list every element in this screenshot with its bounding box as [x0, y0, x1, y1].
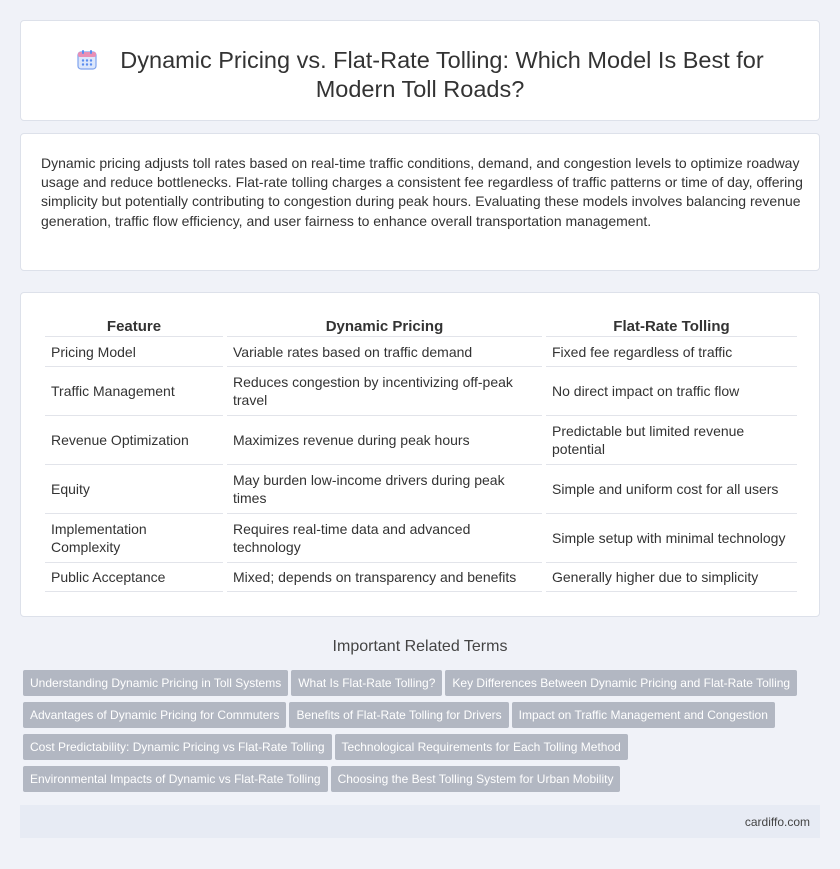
dynamic-pricing-cell: May burden low-income drivers during peak times [227, 465, 542, 514]
dynamic-pricing-cell: Maximizes revenue during peak hours [227, 416, 542, 465]
calendar-icon [76, 49, 98, 71]
table-row [45, 465, 797, 514]
flat-rate-cell: Generally higher due to simplicity [546, 563, 797, 592]
table-row [45, 514, 797, 563]
related-term-tag[interactable]: What Is Flat-Rate Tolling? [291, 670, 442, 696]
related-term-tag[interactable]: Impact on Traffic Management and Congestion [512, 702, 775, 728]
related-term-tag[interactable]: Environmental Impacts of Dynamic vs Flat-Rate Tolling [23, 766, 328, 792]
footer [20, 805, 820, 838]
flat-rate-cell: Fixed fee regardless of traffic [546, 337, 797, 367]
dynamic-pricing-cell: Mixed; depends on transparency and benefits [227, 563, 542, 592]
flat-rate-cell: Simple setup with minimal technology [546, 514, 797, 563]
related-term-tag[interactable]: Choosing the Best Tolling System for Urban Mobility [331, 766, 621, 792]
related-term-tag[interactable]: Advantages of Dynamic Pricing for Commuters [23, 702, 286, 728]
table-header-row [45, 317, 797, 337]
feature-cell: Pricing Model [45, 337, 223, 367]
table-row [45, 337, 797, 367]
column-header-feature: Feature [45, 317, 223, 337]
intro-paragraph: Dynamic pricing adjusts toll rates based on real-time traffic conditions, demand, and congestion levels to optimize roadway usage and reduce bottlenecks. Flat-rate tolling charges a consistent fee regardless of traffic patterns or time of day, offering simplicity but potentially contributing to congestion during peak hours. Evaluating these models involves balancing revenue generation, traffic flow efficiency, and user fairness to enhance overall transportation management. [41, 155, 803, 229]
dynamic-pricing-cell: Reduces congestion by incentivizing off-peak travel [227, 367, 542, 416]
page-title [61, 46, 779, 104]
flat-rate-cell: Predictable but limited revenue potential [546, 416, 797, 465]
dynamic-pricing-cell: Variable rates based on traffic demand [227, 337, 542, 367]
footer-site-link[interactable]: cardiffo.com [744, 815, 810, 829]
related-terms-list [23, 670, 813, 798]
feature-cell: Revenue Optimization [45, 416, 223, 465]
page-title-text: Dynamic Pricing vs. Flat-Rate Tolling: Which Model Is Best for Modern Toll Roads? [120, 47, 764, 102]
table-row [45, 367, 797, 416]
table-row [45, 563, 797, 592]
intro-card [20, 133, 820, 271]
column-header-dynamic-pricing: Dynamic Pricing [227, 317, 542, 337]
comparison-table-card [20, 292, 820, 617]
feature-cell: Public Acceptance [45, 563, 223, 592]
related-terms-heading: Important Related Terms [332, 638, 508, 655]
title-card [20, 20, 820, 121]
related-term-tag[interactable]: Cost Predictability: Dynamic Pricing vs Flat-Rate Tolling [23, 734, 332, 760]
feature-cell: Implementation Complexity [45, 514, 223, 563]
feature-cell: Equity [45, 465, 223, 514]
comparison-table [41, 317, 801, 592]
flat-rate-cell: No direct impact on traffic flow [546, 367, 797, 416]
related-term-tag[interactable]: Key Differences Between Dynamic Pricing and Flat-Rate Tolling [445, 670, 797, 696]
related-term-tag[interactable]: Understanding Dynamic Pricing in Toll Systems [23, 670, 288, 696]
related-term-tag[interactable]: Benefits of Flat-Rate Tolling for Drivers [289, 702, 508, 728]
related-term-tag[interactable]: Technological Requirements for Each Tolling Method [335, 734, 628, 760]
feature-cell: Traffic Management [45, 367, 223, 416]
table-row [45, 416, 797, 465]
column-header-flat-rate-tolling: Flat-Rate Tolling [546, 317, 797, 337]
flat-rate-cell: Simple and uniform cost for all users [546, 465, 797, 514]
dynamic-pricing-cell: Requires real-time data and advanced technology [227, 514, 542, 563]
